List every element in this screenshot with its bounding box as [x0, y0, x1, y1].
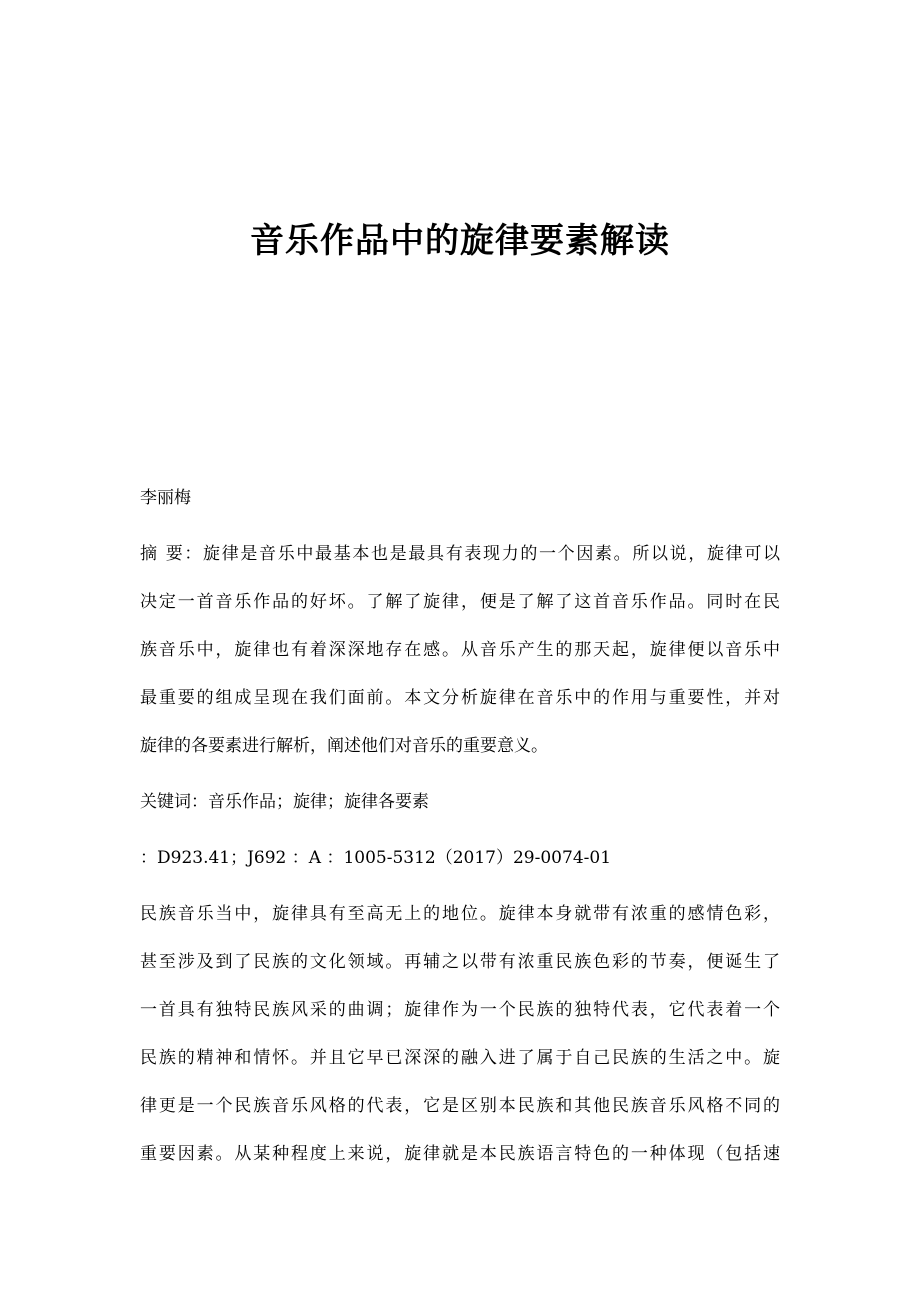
abstract-line: 摘 要：旋律是音乐中最基本也是最具有表现力的一个因素。所以说，旋律可以	[140, 544, 780, 564]
document-title: 音乐作品中的旋律要素解读	[250, 221, 670, 261]
abstract-line: 最重要的组成呈现在我们面前。本文分析旋律在音乐中的作用与重要性，并对	[140, 688, 780, 708]
keywords-line: 关键词：音乐作品；旋律；旋律各要素	[140, 792, 429, 812]
body-line: 律更是一个民族音乐风格的代表，它是区别本民族和其他民族音乐风格不同的	[140, 1096, 780, 1116]
author-name: 李丽梅	[140, 488, 191, 508]
body-line: 甚至涉及到了民族的文化领域。再辅之以带有浓重民族色彩的节奏，便诞生了	[140, 952, 780, 972]
abstract-line: 决定一首音乐作品的好坏。了解了旋律，便是了解了这首音乐作品。同时在民	[140, 592, 780, 612]
abstract-line: 族音乐中，旋律也有着深深地存在感。从音乐产生的那天起，旋律便以音乐中	[140, 640, 780, 660]
body-line: 重要因素。从某种程度上来说，旋律就是本民族语言特色的一种体现（包括速	[140, 1144, 780, 1164]
abstract-line: 旋律的各要素进行解析，阐述他们对音乐的重要意义。	[140, 736, 548, 756]
body-line: 民族音乐当中，旋律具有至高无上的地位。旋律本身就带有浓重的感情色彩，	[140, 904, 780, 924]
body-line: 一首具有独特民族风采的曲调；旋律作为一个民族的独特代表，它代表着一个	[140, 1000, 780, 1020]
body-line: 民族的精神和情怀。并且它早已深深的融入进了属于自己民族的生活之中。旋	[140, 1048, 780, 1068]
classification-line: ：D923.41；J692 ：A ：1005-5312（2017）29-0074-01	[140, 848, 612, 868]
